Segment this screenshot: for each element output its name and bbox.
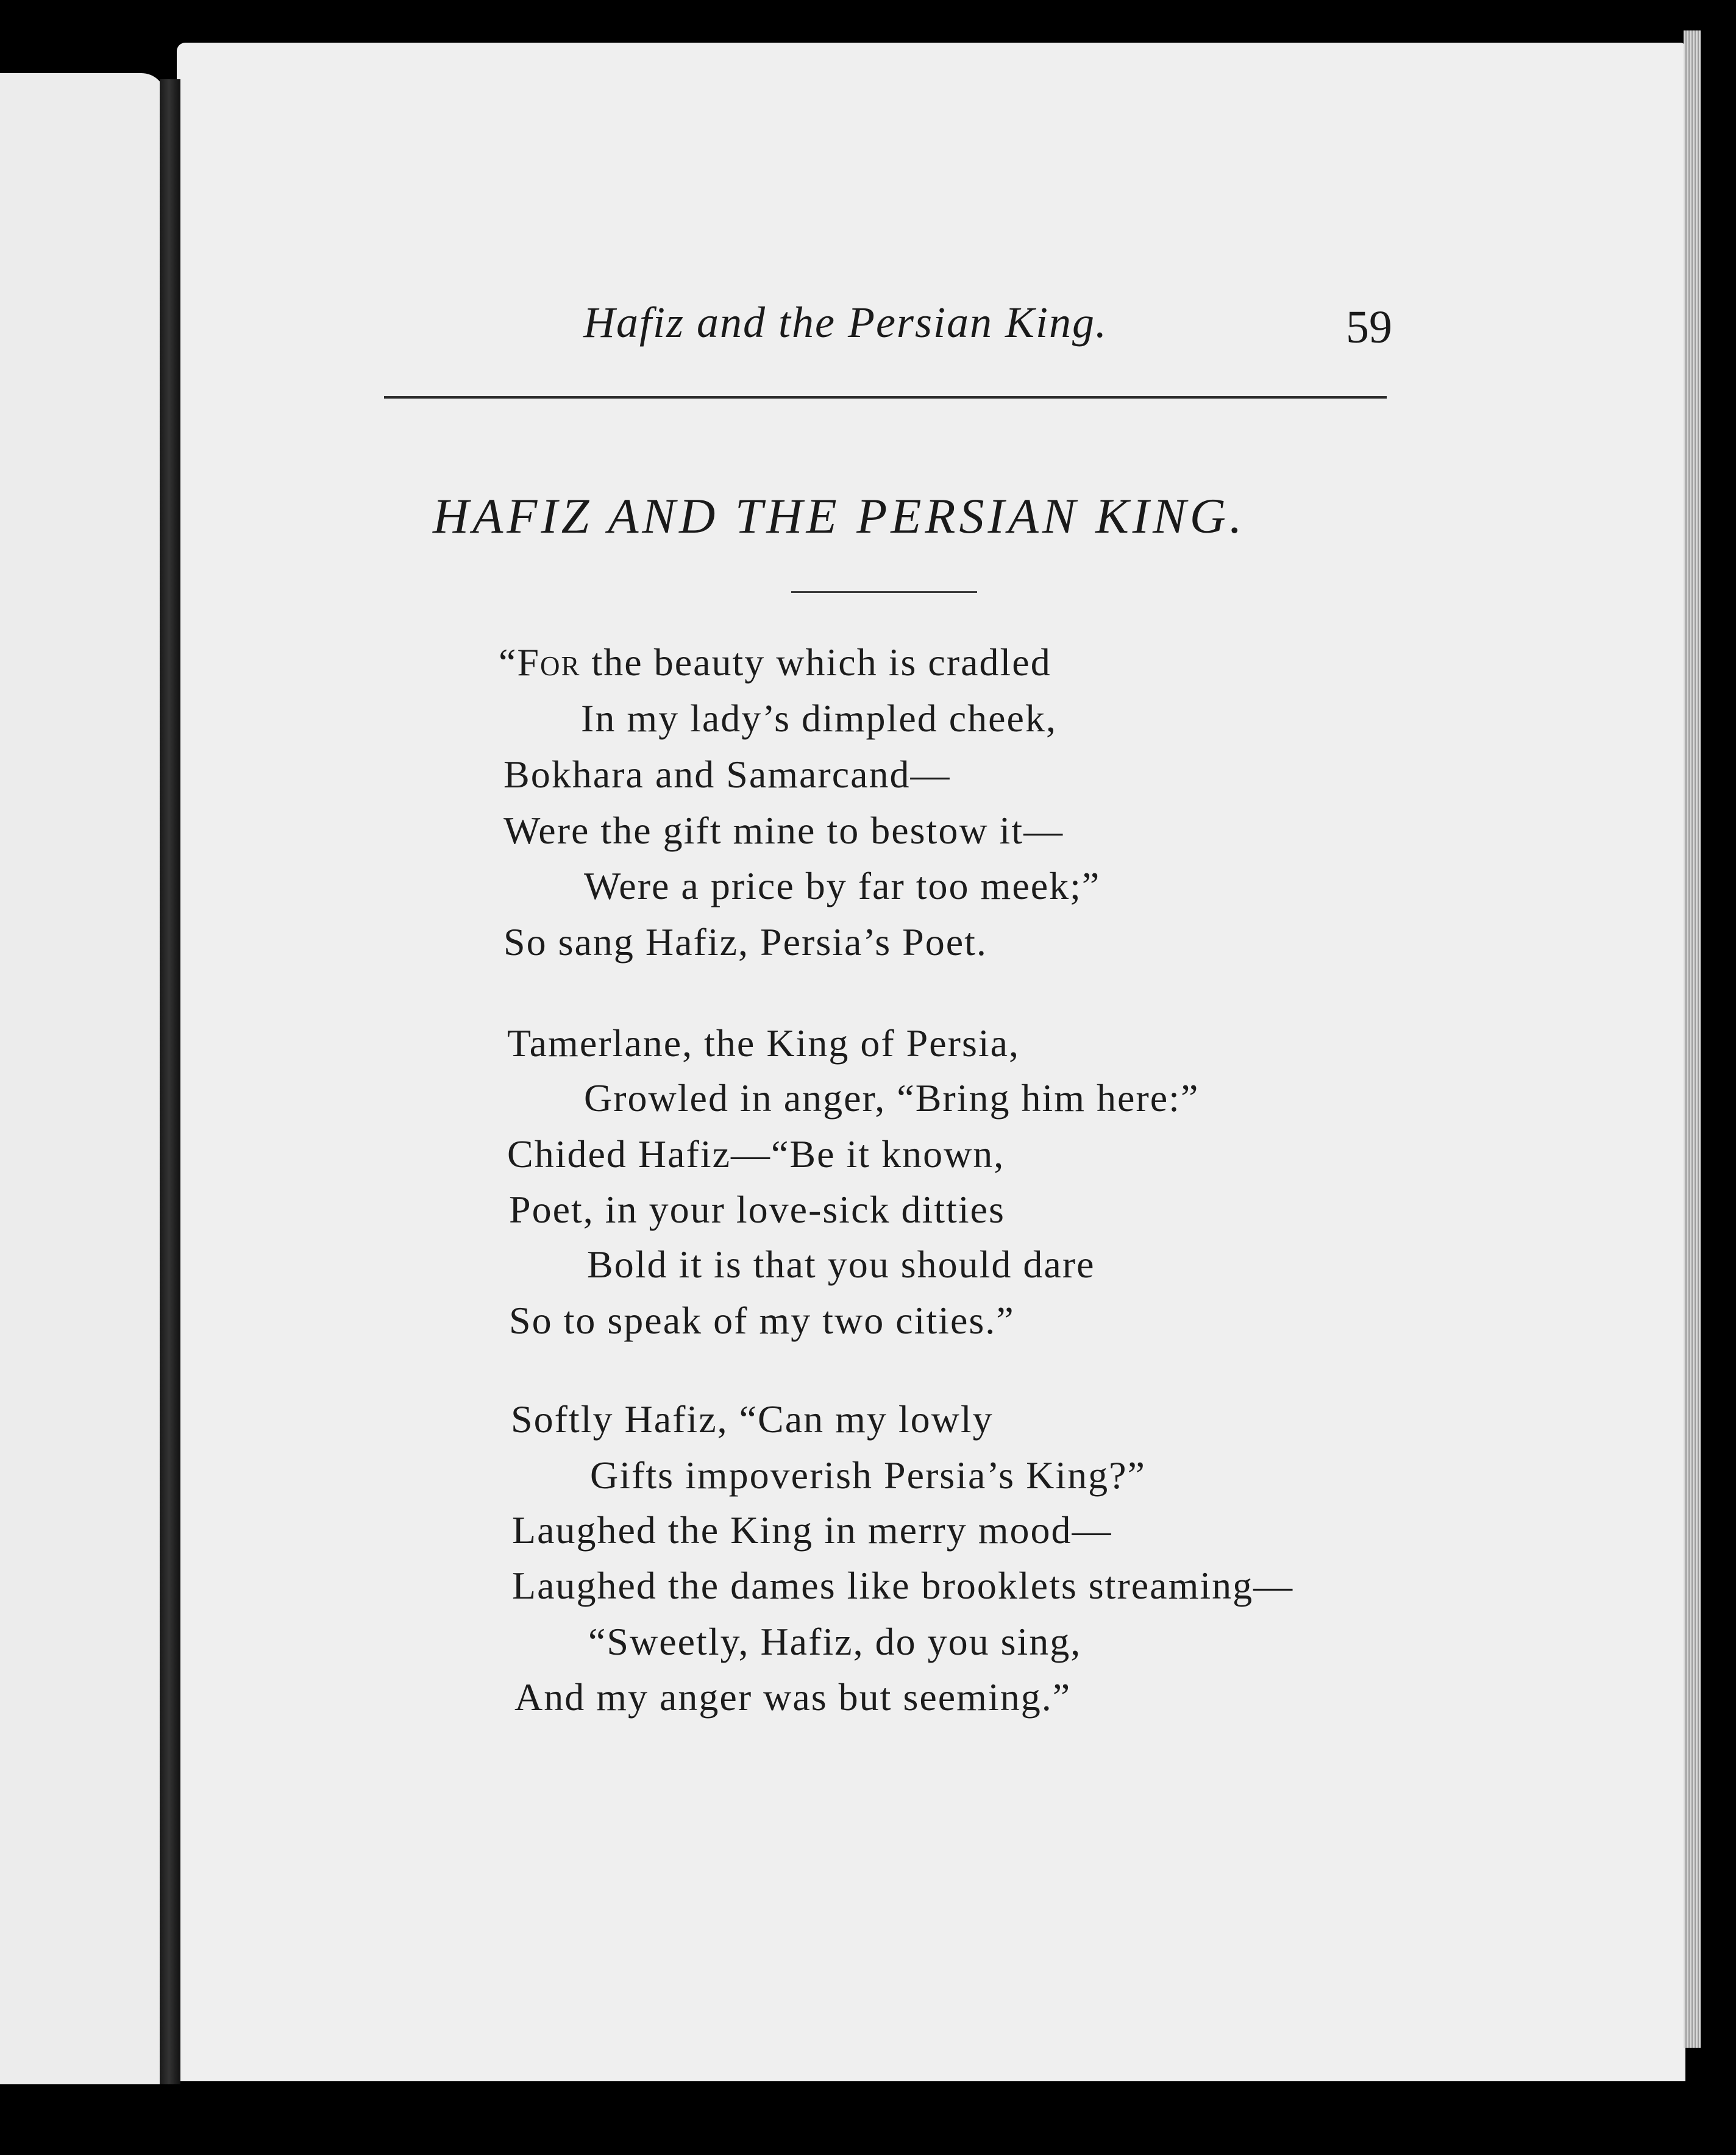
book-gutter xyxy=(160,79,180,2084)
poem-line: Were a price by far too meek;” xyxy=(584,864,1101,907)
poem-line: Laughed the dames like brooklets streaming— xyxy=(512,1564,1294,1607)
poem-line: Softly Hafiz, “Can my lowly xyxy=(511,1397,994,1441)
poem-line: In my lady’s dimpled cheek, xyxy=(581,697,1057,740)
header-rule xyxy=(384,396,1387,399)
poem-line: And my anger was but seeming.” xyxy=(514,1675,1072,1719)
poem-line: So sang Hafiz, Persia’s Poet. xyxy=(503,920,987,964)
previous-page-edge xyxy=(0,73,166,2084)
poem-line: Tamerlane, the King of Persia, xyxy=(507,1021,1020,1065)
poem-line: Poet, in your love-sick ditties xyxy=(509,1188,1005,1231)
poem-line: Were the gift mine to bestow it— xyxy=(503,809,1064,852)
running-head-title: Hafiz and the Persian King. xyxy=(583,298,1108,347)
poem-line: Bold it is that you should dare xyxy=(587,1243,1095,1286)
title-rule xyxy=(791,591,977,593)
page-edges xyxy=(1684,30,1701,2048)
poem-line: Gifts impoverish Persia’s King?” xyxy=(590,1454,1146,1497)
drop-word: “For xyxy=(499,641,581,684)
poem-line-text: the beauty which is cradled xyxy=(580,641,1051,684)
poem-line: “Sweetly, Hafiz, do you sing, xyxy=(588,1620,1082,1663)
poem-title: HAFIZ AND THE PERSIAN KING. xyxy=(433,488,1246,544)
poem-line: Laughed the King in merry mood— xyxy=(512,1508,1112,1552)
poem-line: Chided Hafiz—“Be it known, xyxy=(507,1132,1005,1176)
poem-line: Bokhara and Samarcand— xyxy=(503,753,951,796)
poem-line: Growled in anger, “Bring him here:” xyxy=(584,1076,1200,1120)
poem-line xyxy=(499,640,1051,685)
page-number: 59 xyxy=(1346,302,1392,353)
poem-line: So to speak of my two cities.” xyxy=(509,1299,1015,1342)
